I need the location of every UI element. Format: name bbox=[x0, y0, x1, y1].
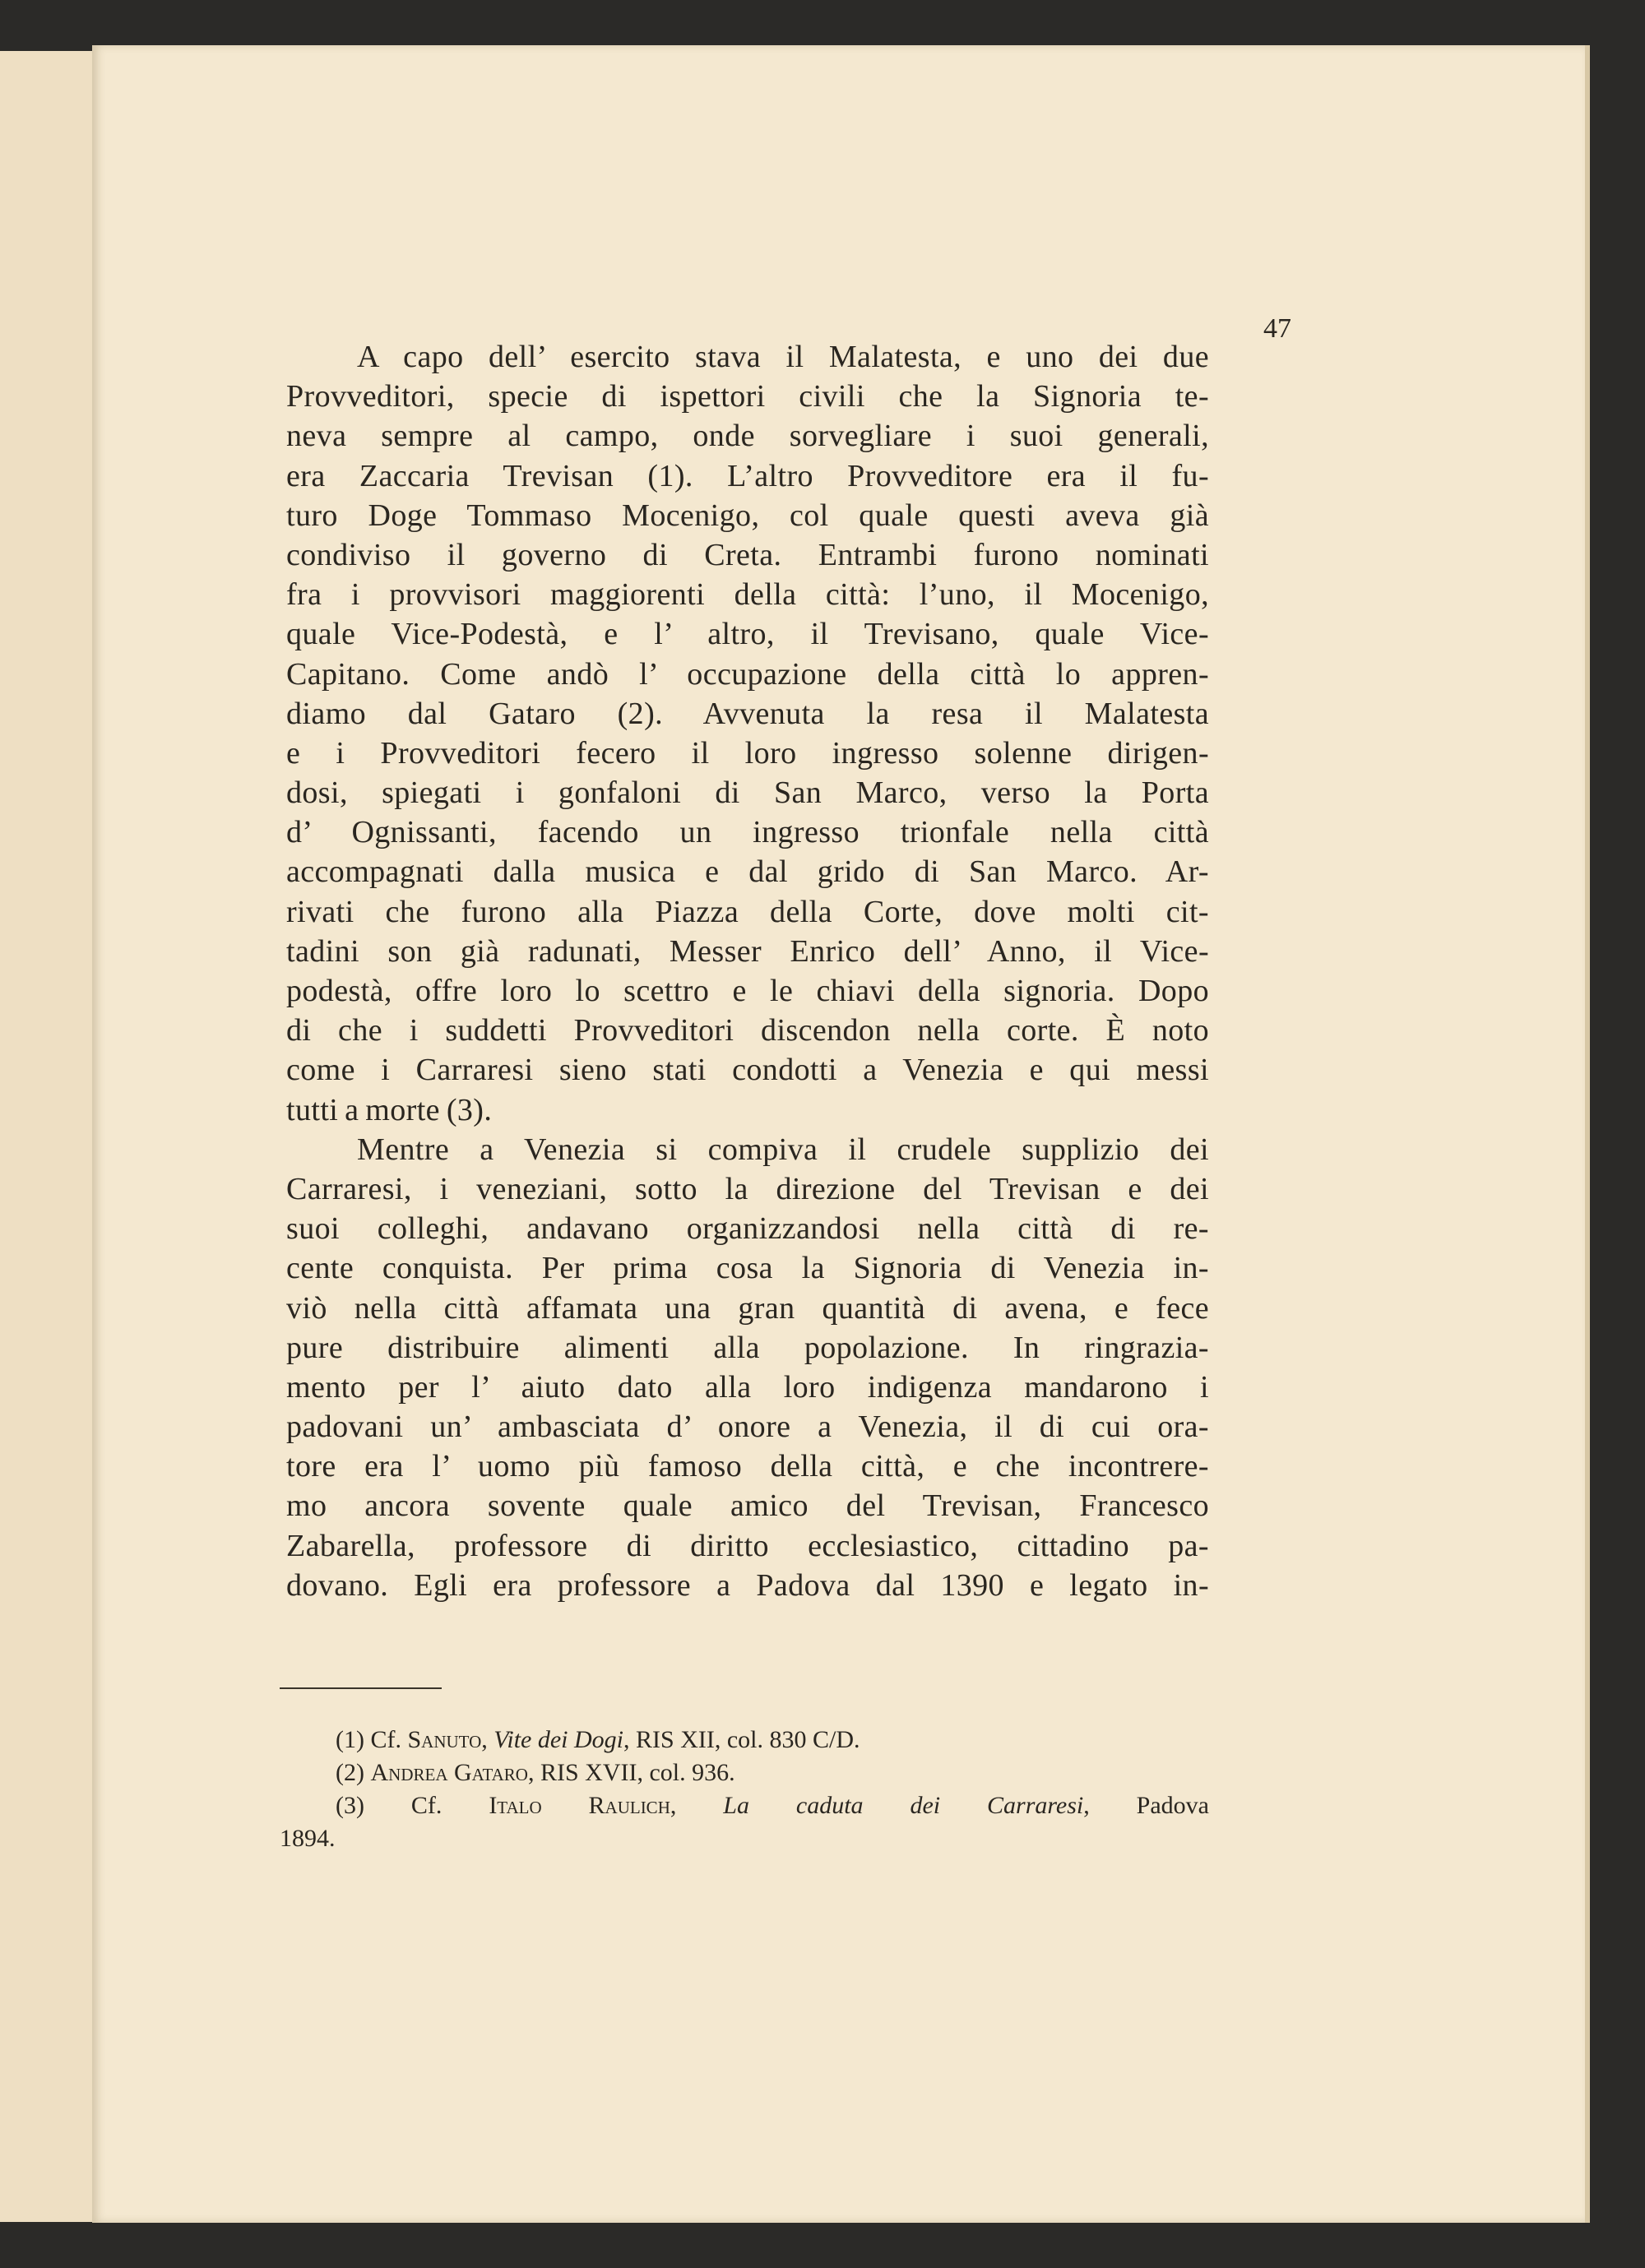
text-line: cente conquista. Per prima cosa la Signoria di Venezia in- bbox=[286, 1251, 1209, 1286]
footnote-rule bbox=[280, 1687, 442, 1689]
text-line: mento per l’ aiuto dato alla loro indigenza mandarono i bbox=[286, 1369, 1209, 1405]
text-line: d’ Ognissanti, facendo un ingresso trionfale nella città bbox=[286, 815, 1209, 850]
footnote-author: Sanuto bbox=[407, 1726, 482, 1753]
footnote-rest: , Padova bbox=[1083, 1792, 1209, 1819]
text-line: Zabarella, professore di diritto ecclesiastico, cittadino pa- bbox=[286, 1528, 1209, 1563]
text-line: fra i provvisori maggiorenti della città: l’uno, il Mocenigo, bbox=[286, 577, 1209, 613]
text-line: rivati che furono alla Piazza della Corte, dove molti cit- bbox=[286, 894, 1209, 929]
footnote-number: (2) bbox=[336, 1759, 371, 1786]
text-line: accompagnati dalla musica e dal grido di San Marco. Ar- bbox=[286, 854, 1209, 890]
footnote-rest: , RIS XII, col. 830 C/D. bbox=[623, 1726, 860, 1753]
text-line: come i Carraresi sieno stati condotti a Venezia e qui messi bbox=[286, 1053, 1209, 1088]
paragraph bbox=[286, 1130, 1209, 1605]
body-text bbox=[286, 337, 1209, 1605]
text-line: Capitano. Come andò l’ occupazione della città lo appren- bbox=[286, 656, 1209, 692]
text-line: dovano. Egli era professore a Padova dal 1390 e legato in- bbox=[286, 1567, 1209, 1603]
footnote-sep: , bbox=[481, 1726, 494, 1753]
text-line: e i Provveditori fecero il loro ingresso solenne dirigen- bbox=[286, 735, 1209, 771]
text-line: quale Vice-Podestà, e l’ altro, il Trevisano, quale Vice- bbox=[286, 617, 1209, 652]
footnote-number: (3) Cf. bbox=[336, 1792, 489, 1819]
text-line: Provveditori, specie di ispettori civili che la Signoria te- bbox=[286, 379, 1209, 414]
footnote-1 bbox=[280, 1724, 1209, 1757]
text-line: padovani un’ ambasciata d’ onore a Venezia, il di cui ora- bbox=[286, 1409, 1209, 1445]
text-line: viò nella città affamata una gran quantità di avena, e fece bbox=[286, 1290, 1209, 1326]
text-line: Mentre a Venezia si compiva il crudele supplizio dei bbox=[357, 1132, 1209, 1167]
page-number: 47 bbox=[1263, 313, 1291, 344]
text-line: podestà, offre loro lo scettro e le chiavi della signoria. Dopo bbox=[286, 974, 1209, 1008]
footnote-author: Italo Raulich bbox=[489, 1792, 670, 1819]
text-line: A capo dell’ esercito stava il Malatesta, e uno dei due bbox=[357, 340, 1209, 374]
paragraph bbox=[286, 337, 1209, 1130]
footnote-3 bbox=[280, 1789, 1209, 1822]
text-line: suoi colleghi, andavano organizzandosi nella città di re- bbox=[286, 1211, 1209, 1247]
footnote-3-continuation: 1894. bbox=[280, 1825, 336, 1852]
text-line: neva sempre al campo, onde sorvegliare i suoi generali, bbox=[286, 419, 1209, 454]
text-line: mo ancora sovente quale amico del Trevisan, Francesco bbox=[286, 1488, 1209, 1524]
text-line: tore era l’ uomo più famoso della città, e che incontrere- bbox=[286, 1449, 1209, 1484]
text-line: diamo dal Gataro (2). Avvenuta la resa il Malatesta bbox=[286, 696, 1209, 731]
text-line: dosi, spiegati i gonfaloni di San Marco, verso la Porta bbox=[286, 775, 1209, 811]
text-line: Carraresi, i veneziani, sotto la direzione del Trevisan e dei bbox=[286, 1171, 1209, 1206]
footnote-2 bbox=[280, 1757, 1209, 1789]
footnotes bbox=[280, 1724, 1209, 1855]
footnote-title: Vite dei Dogi bbox=[494, 1726, 624, 1753]
footnote-sep: , bbox=[670, 1792, 724, 1819]
footnote-number: (1) Cf. bbox=[336, 1726, 408, 1753]
text-line: pure distribuire alimenti alla popolazione. In ringrazia- bbox=[286, 1330, 1209, 1365]
footnote-title: La caduta dei Carraresi bbox=[723, 1792, 1084, 1819]
footnote-author: Andrea Gataro bbox=[370, 1759, 528, 1786]
footnote-rest: , RIS XVII, col. 936. bbox=[527, 1759, 735, 1786]
text-line: tadini son già radunati, Messer Enrico dell’ Anno, il Vice- bbox=[286, 933, 1209, 969]
text-line: tutti a morte (3). bbox=[286, 1092, 493, 1127]
text-line: turo Doge Tommaso Mocenigo, col quale questi aveva già bbox=[286, 498, 1209, 533]
text-line: era Zaccaria Trevisan (1). L’altro Provveditore era il fu- bbox=[286, 458, 1209, 493]
text-line: condiviso il governo di Creta. Entrambi furono nominati bbox=[286, 537, 1209, 572]
text-line: di che i suddetti Provveditori discendon nella corte. È noto bbox=[286, 1013, 1209, 1048]
previous-page-edge bbox=[0, 51, 94, 2222]
